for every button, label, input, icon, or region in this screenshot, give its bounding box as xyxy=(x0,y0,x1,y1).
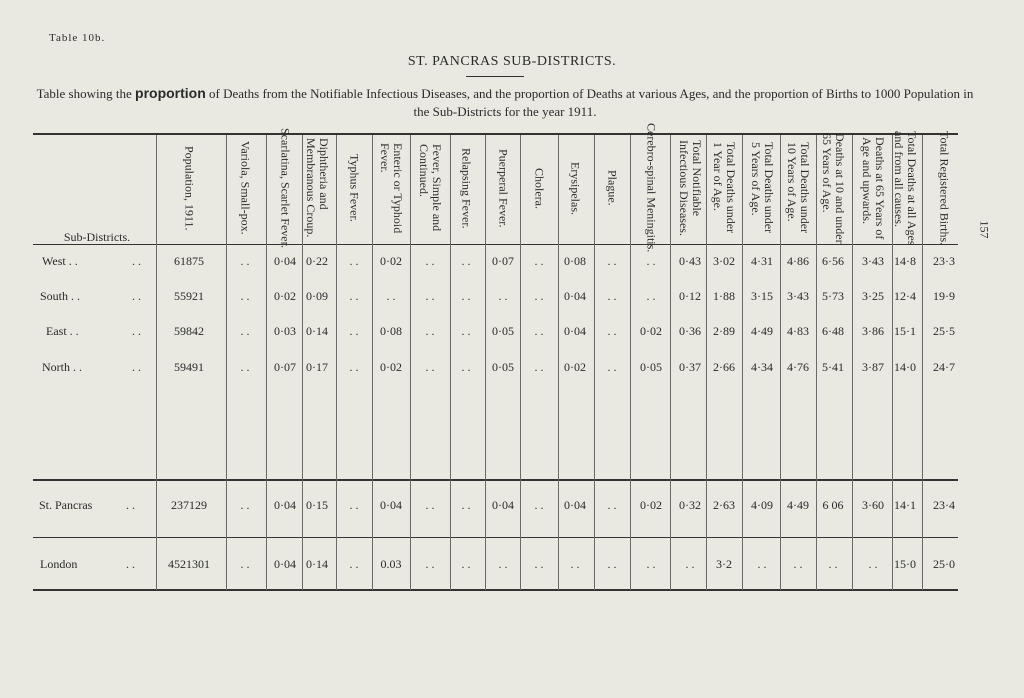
column-header-label: Puerperal Fever. xyxy=(496,148,511,228)
table-cell: 0·02 xyxy=(640,324,662,338)
table-cell: 14·8 xyxy=(894,254,916,268)
table-cell: 5·73 xyxy=(822,289,844,303)
table-cell: 23·4 xyxy=(933,498,955,512)
column-header-label: Relapsing Fever. xyxy=(459,147,474,229)
column-header xyxy=(814,132,852,244)
table-cell: 3·2 xyxy=(716,557,732,571)
table-cell: . . xyxy=(240,360,250,374)
table-cell: 0·04 xyxy=(564,324,586,338)
table-bottom-rule xyxy=(33,589,958,591)
table-cell: . . xyxy=(425,360,435,374)
table-label: Table 10b. xyxy=(49,32,106,44)
column-header-label: Enteric or Typhoid Fever. xyxy=(378,142,405,234)
table-cell: 59842 xyxy=(174,324,204,338)
column-header xyxy=(781,138,815,238)
table-cell: . . xyxy=(570,557,580,571)
table-cell: 14·1 xyxy=(894,498,916,512)
table-cell: . . xyxy=(498,289,508,303)
column-header-label: Typhus Fever. xyxy=(347,154,362,222)
table-cell: 25·5 xyxy=(933,324,955,338)
table-cell: 3·43 xyxy=(787,289,809,303)
table-cell: 6·56 xyxy=(822,254,844,268)
table-cell: 4·49 xyxy=(751,324,773,338)
column-header xyxy=(300,138,334,238)
column-header-label: Total Notifiable Infectious Diseases. xyxy=(677,140,704,236)
table-cell: 2·66 xyxy=(713,360,735,374)
column-header xyxy=(853,138,893,238)
table-cell: 0·36 xyxy=(679,324,701,338)
table-cell: . . xyxy=(349,498,359,512)
column-header xyxy=(707,138,741,238)
column-header-label: Cerebro-spinal Meningitis. xyxy=(644,123,659,253)
column-header xyxy=(450,138,482,238)
table-cell: 0·02 xyxy=(564,360,586,374)
table-cell: 61875 xyxy=(174,254,204,268)
table-cell: . . xyxy=(498,557,508,571)
column-header-label: Plague. xyxy=(605,170,620,206)
column-header-label: Population, 1911. xyxy=(182,145,197,231)
column-header xyxy=(336,138,372,238)
caption-text-before: Table showing the xyxy=(36,86,136,101)
column-header xyxy=(484,138,522,238)
table-cell: 4·83 xyxy=(787,324,809,338)
table-cell: 0·05 xyxy=(492,324,514,338)
table-cell: 237129 xyxy=(171,498,207,512)
table-cell: 4·09 xyxy=(751,498,773,512)
row-label: London xyxy=(40,557,78,571)
table-cell: 3·86 xyxy=(862,324,884,338)
table-cell: . . xyxy=(868,557,878,571)
table-cell: 0.03 xyxy=(380,557,402,571)
table-cell: 4·49 xyxy=(787,498,809,512)
table-cell: 0·43 xyxy=(679,254,701,268)
table-cell: 0·08 xyxy=(564,254,586,268)
table-cell: 0·09 xyxy=(306,289,328,303)
table-cell: 0·05 xyxy=(640,360,662,374)
row-leader-dots: . . xyxy=(132,289,141,303)
column-header-label: Total Registered Births. xyxy=(937,130,952,246)
table-cell: 0·04 xyxy=(274,498,296,512)
table-cell: . . xyxy=(461,324,471,338)
column-header xyxy=(594,138,630,238)
table-cell: 0·04 xyxy=(274,557,296,571)
column-header-label: Erysipelas. xyxy=(568,161,583,215)
table-cell: . . xyxy=(349,324,359,338)
table-cell: 14·0 xyxy=(894,360,916,374)
page-number: 157 xyxy=(977,220,992,239)
table-cell: . . xyxy=(607,324,617,338)
column-header-label: Fever, Simple and Continued. xyxy=(417,144,444,232)
table-cell: . . xyxy=(425,289,435,303)
table-cell: 0·07 xyxy=(274,360,296,374)
column-header xyxy=(632,123,670,253)
column-header-label: Total Deaths under 5 Years of Age. xyxy=(749,142,776,234)
table-cell: 3·87 xyxy=(862,360,884,374)
title-underline xyxy=(466,76,524,77)
table-cell: 1·88 xyxy=(713,289,735,303)
table-cell: 0·12 xyxy=(679,289,701,303)
table-cell: 4521301 xyxy=(168,557,210,571)
table-cell: 5·41 xyxy=(822,360,844,374)
table-cell: 0·14 xyxy=(306,557,328,571)
subtotal-rule xyxy=(33,479,958,481)
row-label: St. Pancras xyxy=(39,498,93,512)
table-cell: 0·02 xyxy=(380,360,402,374)
row-label: North . . xyxy=(42,360,82,374)
sub-districts-header: Sub-Districts. xyxy=(63,230,131,244)
table-cell: 25·0 xyxy=(933,557,955,571)
table-cell: 0·17 xyxy=(306,360,328,374)
table-cell: 24·7 xyxy=(933,360,955,374)
table-cell: 0·04 xyxy=(380,498,402,512)
table-cell: . . xyxy=(461,254,471,268)
column-header-label: Cholera. xyxy=(532,167,547,209)
column-header xyxy=(373,138,409,238)
row-leader-dots: . . xyxy=(132,324,141,338)
table-cell: . . xyxy=(534,289,544,303)
table-cell: 3·60 xyxy=(862,498,884,512)
column-header xyxy=(929,130,959,246)
row-leader-dots: . . xyxy=(132,254,141,268)
table-cell: . . xyxy=(349,289,359,303)
column-header xyxy=(673,138,707,238)
table-cell: 0·14 xyxy=(306,324,328,338)
london-rule xyxy=(33,537,958,538)
column-header xyxy=(557,138,593,238)
table-cell: 4·86 xyxy=(787,254,809,268)
table-cell: 0·37 xyxy=(679,360,701,374)
column-header xyxy=(269,128,301,248)
table-cell: 0·04 xyxy=(564,289,586,303)
table-cell: 3·25 xyxy=(862,289,884,303)
table-cell: 12·4 xyxy=(894,289,916,303)
table-cell: 0·04 xyxy=(274,254,296,268)
column-header xyxy=(226,138,264,238)
table-cell: . . xyxy=(240,498,250,512)
table-cell: 19·9 xyxy=(933,289,955,303)
column-header-label: Deaths at 65 Years of Age and upwards. xyxy=(860,136,887,240)
column-header xyxy=(156,138,222,238)
table-cell: . . xyxy=(607,498,617,512)
table-cell: . . xyxy=(646,254,656,268)
column-header-label: Scarlatina, Scarlet Fever. xyxy=(278,128,293,248)
table-cell: 0·03 xyxy=(274,324,296,338)
column-header-label: Total Deaths at all Ages and from all causes. xyxy=(892,130,919,246)
table-cell: . . xyxy=(607,557,617,571)
table-cell: 3·15 xyxy=(751,289,773,303)
table-cell: . . xyxy=(349,360,359,374)
table-cell: . . xyxy=(534,498,544,512)
column-header xyxy=(410,138,450,238)
table-cell: 0·22 xyxy=(306,254,328,268)
row-leader-dots: . . xyxy=(126,557,135,571)
table-cell: 15·0 xyxy=(894,557,916,571)
table-cell: . . xyxy=(425,498,435,512)
table-cell: 3·43 xyxy=(862,254,884,268)
table-cell: 15·1 xyxy=(894,324,916,338)
table-cell: . . xyxy=(534,324,544,338)
table-cell: . . xyxy=(534,254,544,268)
table-cell: 0·05 xyxy=(492,360,514,374)
table-cell: 0·15 xyxy=(306,498,328,512)
table-cell: 0·08 xyxy=(380,324,402,338)
table-cell: 0·04 xyxy=(564,498,586,512)
table-cell: . . xyxy=(828,557,838,571)
table-cell: . . xyxy=(425,557,435,571)
table-cell: 23·3 xyxy=(933,254,955,268)
table-cell: 0·02 xyxy=(640,498,662,512)
column-header xyxy=(743,138,781,238)
table-cell: 55921 xyxy=(174,289,204,303)
table-cell: . . xyxy=(685,557,695,571)
table-caption xyxy=(30,84,980,121)
table-cell: . . xyxy=(425,254,435,268)
column-header xyxy=(891,130,919,246)
column-header-label: Deaths at 10 and under 65 Years of Age. xyxy=(820,132,847,244)
row-label: South . . xyxy=(40,289,81,303)
column-divider xyxy=(922,135,923,590)
table-cell: . . xyxy=(386,289,396,303)
table-cell: . . xyxy=(349,254,359,268)
caption-text-after: of Deaths from the Notifiable Infectious Diseases, and the proportion of Deaths at various Ages, and the proportion of Births to 1000 Population in the Sub-Districts for the year 1911. xyxy=(205,86,974,119)
column-header-label: Diphtheria and Membranous Croup. xyxy=(304,138,331,238)
table-cell: 3·02 xyxy=(713,254,735,268)
table-cell: . . xyxy=(461,557,471,571)
row-label: West . . xyxy=(42,254,78,268)
table-cell: . . xyxy=(607,254,617,268)
table-cell: . . xyxy=(461,289,471,303)
table-cell: 0·04 xyxy=(492,498,514,512)
row-label: East . . xyxy=(46,324,79,338)
table-cell: 2·89 xyxy=(713,324,735,338)
table-cell: 2·63 xyxy=(713,498,735,512)
table-cell: 0·02 xyxy=(274,289,296,303)
table-cell: . . xyxy=(240,254,250,268)
table-cell: . . xyxy=(534,557,544,571)
table-cell: . . xyxy=(534,360,544,374)
column-header xyxy=(522,138,556,238)
table-cell: 6 06 xyxy=(822,498,844,512)
table-cell: . . xyxy=(793,557,803,571)
caption-emphasis: proportion xyxy=(135,85,206,101)
table-cell: 0·07 xyxy=(492,254,514,268)
table-cell: . . xyxy=(425,324,435,338)
table-cell: . . xyxy=(461,498,471,512)
row-leader-dots: . . xyxy=(132,360,141,374)
table-cell: 59491 xyxy=(174,360,204,374)
table-cell: . . xyxy=(607,289,617,303)
row-leader-dots: . . xyxy=(126,498,135,512)
table-cell: 0·02 xyxy=(380,254,402,268)
table-cell: . . xyxy=(646,557,656,571)
table-cell: . . xyxy=(240,557,250,571)
table-cell: 4·31 xyxy=(751,254,773,268)
header-bottom-rule xyxy=(33,244,958,245)
table-cell: 0·32 xyxy=(679,498,701,512)
column-header-label: Total Deaths under 10 Years of Age. xyxy=(785,142,812,234)
table-cell: . . xyxy=(757,557,767,571)
column-header-label: Total Deaths under 1 Year of Age. xyxy=(711,142,738,234)
table-cell: . . xyxy=(349,557,359,571)
table-cell: . . xyxy=(607,360,617,374)
table-cell: 4·76 xyxy=(787,360,809,374)
table-cell: . . xyxy=(646,289,656,303)
column-header-label: Variola, Small-pox. xyxy=(238,141,253,235)
table-cell: . . xyxy=(240,324,250,338)
page-title: ST. PANCRAS SUB-DISTRICTS. xyxy=(407,54,617,69)
table-cell: . . xyxy=(461,360,471,374)
table-cell: 6·48 xyxy=(822,324,844,338)
table-cell: 4·34 xyxy=(751,360,773,374)
table-cell: . . xyxy=(240,289,250,303)
